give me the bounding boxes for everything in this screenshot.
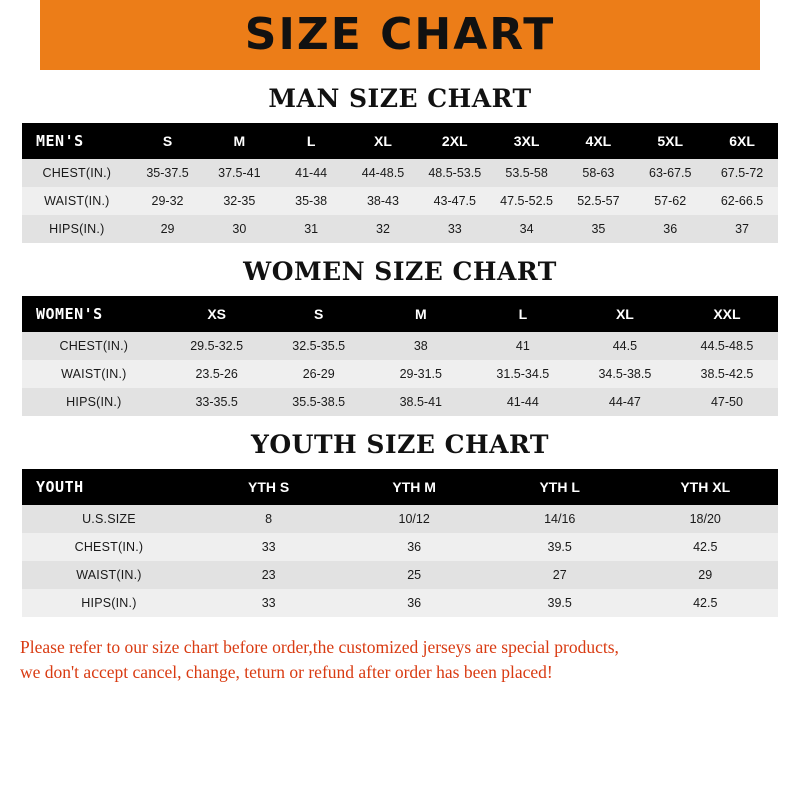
table-cell: 36 [341,533,487,561]
table-cell: 29.5-32.5 [166,332,268,360]
youth-section-title: YOUTH SIZE CHART [251,430,549,459]
men-size-table [22,123,778,243]
table-cell: 10/12 [341,505,487,533]
header-banner [0,0,800,70]
table-cell: 44-48.5 [347,159,419,187]
column-header: YTH L [487,469,633,505]
table-cell: 29-32 [132,187,204,215]
table-cell: 44.5-48.5 [676,332,778,360]
table-cell: 37 [706,215,778,243]
page-title: SIZE CHART [244,9,556,60]
table-cell: 42.5 [632,589,778,617]
table-cell: 14/16 [487,505,633,533]
men-size-section [0,84,800,243]
table-cell: 57-62 [634,187,706,215]
table-cell: 8 [196,505,342,533]
table-row [22,159,778,187]
table-cell: 41-44 [275,159,347,187]
table-cell: 63-67.5 [634,159,706,187]
table-header-row [22,469,778,505]
column-header: MEN'S [22,123,132,159]
column-header: 3XL [491,123,563,159]
footer-line-1: Please refer to our size chart before order,the customized jerseys are special products, [20,637,619,657]
row-header: CHEST(IN.) [22,332,166,360]
column-header: XL [574,296,676,332]
table-cell: 44.5 [574,332,676,360]
table-cell: 32 [347,215,419,243]
table-cell: 32-35 [203,187,275,215]
table-row [22,360,778,388]
table-row [22,533,778,561]
table-cell: 42.5 [632,533,778,561]
column-header: XS [166,296,268,332]
row-header: HIPS(IN.) [22,589,196,617]
column-header: WOMEN'S [22,296,166,332]
row-header: U.S.SIZE [22,505,196,533]
table-cell: 43-47.5 [419,187,491,215]
women-section-title: WOMEN SIZE CHART [243,257,557,286]
table-cell: 31 [275,215,347,243]
row-header: WAIST(IN.) [22,187,132,215]
women-size-section [0,257,800,416]
table-cell: 38 [370,332,472,360]
table-header-row [22,123,778,159]
table-cell: 33-35.5 [166,388,268,416]
table-cell: 52.5-57 [562,187,634,215]
table-cell: 29 [132,215,204,243]
footer-disclaimer [0,635,800,686]
table-cell: 32.5-35.5 [268,332,370,360]
table-cell: 18/20 [632,505,778,533]
table-cell: 53.5-58 [491,159,563,187]
column-header: XXL [676,296,778,332]
column-header: L [275,123,347,159]
table-cell: 33 [419,215,491,243]
table-cell: 35.5-38.5 [268,388,370,416]
table-row [22,215,778,243]
column-header: YTH M [341,469,487,505]
column-header: L [472,296,574,332]
table-cell: 38.5-42.5 [676,360,778,388]
table-cell: 36 [634,215,706,243]
column-header: S [132,123,204,159]
column-header: YOUTH [22,469,196,505]
table-cell: 44-47 [574,388,676,416]
table-row [22,187,778,215]
table-cell: 34 [491,215,563,243]
table-cell: 38.5-41 [370,388,472,416]
column-header: 6XL [706,123,778,159]
table-row [22,561,778,589]
table-cell: 62-66.5 [706,187,778,215]
table-cell: 26-29 [268,360,370,388]
table-cell: 48.5-53.5 [419,159,491,187]
table-cell: 37.5-41 [203,159,275,187]
column-header: M [370,296,472,332]
table-cell: 35-38 [275,187,347,215]
column-header: YTH XL [632,469,778,505]
column-header: YTH S [196,469,342,505]
table-header-row [22,296,778,332]
men-section-title: MAN SIZE CHART [268,84,532,113]
table-cell: 41-44 [472,388,574,416]
row-header: HIPS(IN.) [22,215,132,243]
table-cell: 34.5-38.5 [574,360,676,388]
row-header: HIPS(IN.) [22,388,166,416]
table-cell: 39.5 [487,533,633,561]
column-header: 2XL [419,123,491,159]
table-cell: 35-37.5 [132,159,204,187]
table-cell: 27 [487,561,633,589]
youth-size-table [22,469,778,617]
table-cell: 39.5 [487,589,633,617]
women-size-table [22,296,778,416]
table-cell: 36 [341,589,487,617]
table-row [22,332,778,360]
table-cell: 29-31.5 [370,360,472,388]
table-cell: 47.5-52.5 [491,187,563,215]
footer-line-2: we don't accept cancel, change, teturn or refund after order has been placed! [20,662,553,683]
table-cell: 31.5-34.5 [472,360,574,388]
table-cell: 23 [196,561,342,589]
table-cell: 58-63 [562,159,634,187]
table-row [22,388,778,416]
table-cell: 23.5-26 [166,360,268,388]
table-cell: 33 [196,533,342,561]
column-header: 4XL [562,123,634,159]
row-header: WAIST(IN.) [22,360,166,388]
table-cell: 30 [203,215,275,243]
column-header: XL [347,123,419,159]
table-cell: 33 [196,589,342,617]
row-header: CHEST(IN.) [22,533,196,561]
table-row [22,589,778,617]
column-header: M [203,123,275,159]
table-cell: 25 [341,561,487,589]
column-header: 5XL [634,123,706,159]
table-cell: 29 [632,561,778,589]
table-cell: 47-50 [676,388,778,416]
row-header: CHEST(IN.) [22,159,132,187]
table-cell: 38-43 [347,187,419,215]
youth-size-section [0,430,800,617]
column-header: S [268,296,370,332]
table-cell: 35 [562,215,634,243]
table-row [22,505,778,533]
table-cell: 41 [472,332,574,360]
table-cell: 67.5-72 [706,159,778,187]
row-header: WAIST(IN.) [22,561,196,589]
